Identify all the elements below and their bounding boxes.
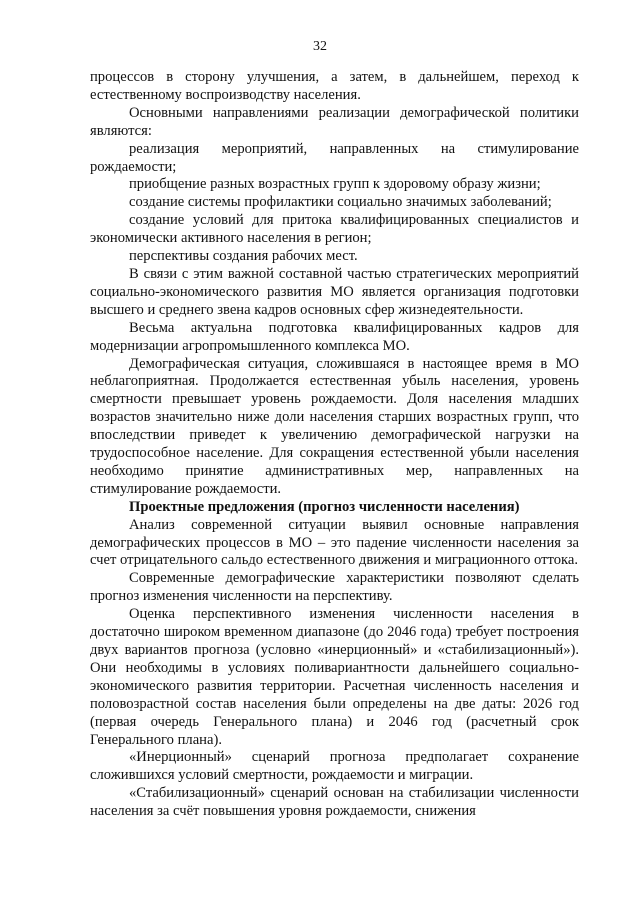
section-heading: Проектные предложения (прогноз численности населения) (129, 498, 520, 515)
list-item: реализация мероприятий, направленных на стимулирование рождаемости; (90, 140, 579, 175)
paragraph: «Инерционный» сценарий прогноза предполагает сохранение сложившихся условий смертности, рождаемости и миграции. (90, 749, 579, 784)
paragraph: Весьма актуальна подготовка квалифицированных кадров для модернизации агропромышленного комплекса МО. (90, 319, 579, 354)
paragraph: Анализ современной ситуации выявил основные направления демографических процессов в МО – это падение численности населения за счет отрицательного сальдо естественного движения и миграционного оттока. (90, 516, 579, 569)
paragraph: процессов в сторону улучшения, а затем, в дальнейшем, переход к естественному воспроизводству населения. (90, 69, 579, 103)
list-item: создание условий для притока квалифицированных специалистов и экономически активного населения в регион; (90, 212, 579, 247)
list-item: создание системы профилактики социально значимых заболеваний; (129, 194, 552, 211)
paragraph: Оценка перспективного изменения численности населения в достаточно широком временном диапазоне (до 2046 года) требует построения двух вариантов прогноза (условно «инерционный» и «стабилизационный»). Они необходимы в условиях поливариантности дальнейшего социально-экономического развития территории. Расчетная численность населения и половозрастной состав населения были определены на две даты: 2026 год (первая очередь Генерального плана) и 2046 год (расчетный срок Генерального плана). (90, 606, 579, 748)
body-text (90, 69, 579, 821)
paragraph: Демографическая ситуация, сложившаяся в настоящее время в МО неблагоприятная. Продолжается естественная убыль населения, уровень смертности превышает уровень рождаемости. Доля населения младших возрастов значительно ниже доли населения старших возрастных групп, что впоследствии приведет к увеличению демографической нагрузки на трудоспособное население. Для сокращения естественной убыли населения необходимо принятие административных мер, направленных на стимулирование рождаемости. (90, 355, 579, 497)
paragraph: В связи с этим важной составной частью стратегических мероприятий социально-экономического развития МО является организация подготовки высшего и среднего звена кадров основных сфер жизнедеятельности. (90, 265, 579, 318)
paragraph: «Стабилизационный» сценарий основан на стабилизации численности населения за счёт повышения уровня рождаемости, снижения (90, 785, 579, 820)
paragraph: Современные демографические характеристики позволяют сделать прогноз изменения численности на перспективу. (90, 570, 579, 605)
list-item: перспективы создания рабочих мест. (129, 248, 358, 265)
page-number: 32 (313, 39, 327, 54)
paragraph: Основными направлениями реализации демографической политики являются: (90, 104, 579, 139)
list-item: приобщение разных возрастных групп к здоровому образу жизни; (129, 176, 541, 193)
